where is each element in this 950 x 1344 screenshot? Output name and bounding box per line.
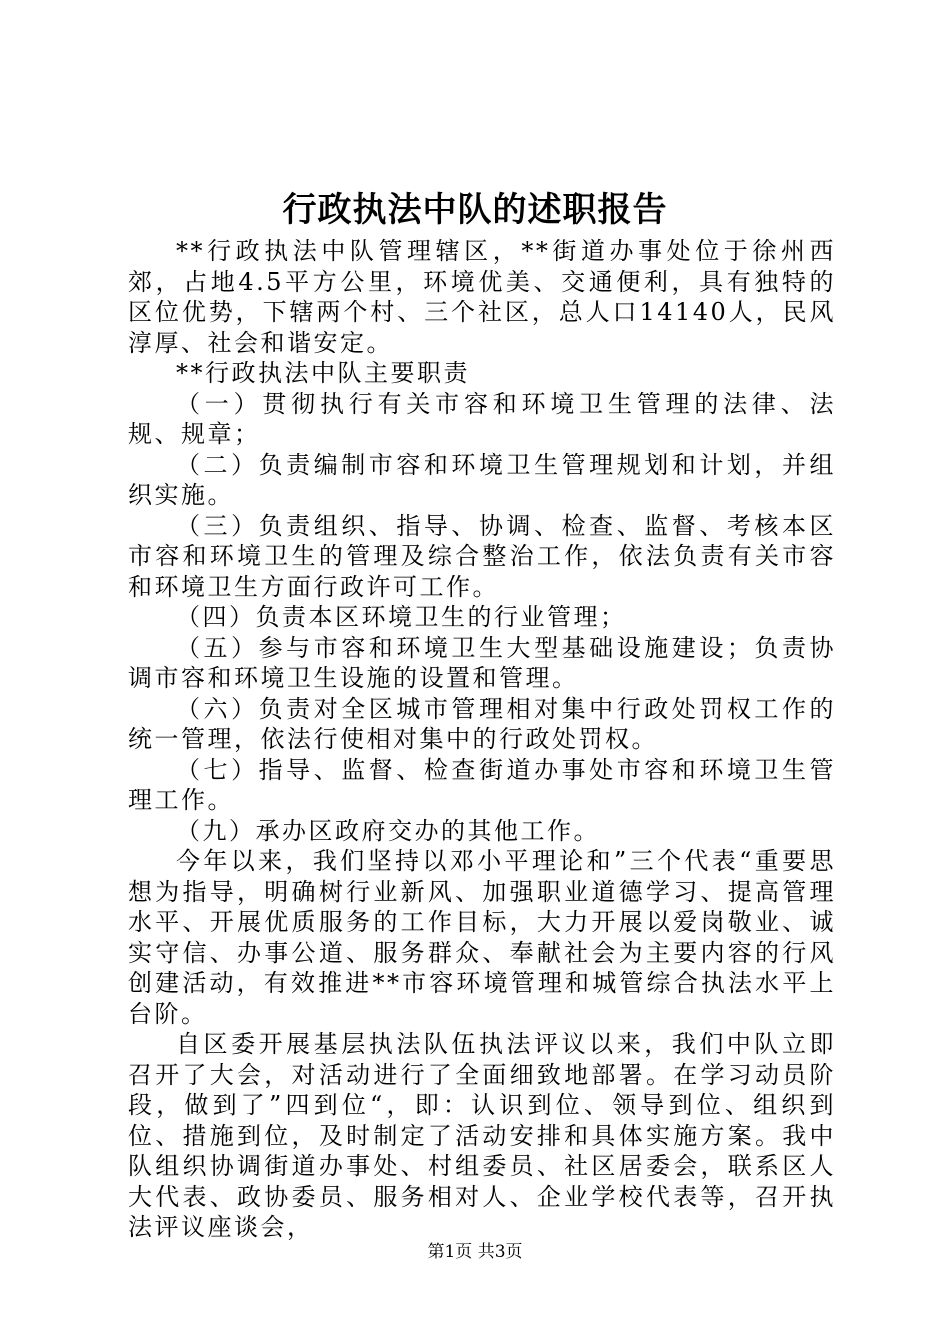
paragraph-duty-6: （六）负责对全区城市管理相对集中行政处罚权工作的统一管理，依法行使相对集中的行政处罚权。 bbox=[128, 694, 836, 753]
paragraph-duty-2: （二）负责编制市容和环境卫生管理规划和计划，并组织实施。 bbox=[128, 450, 836, 509]
document-body bbox=[128, 236, 836, 1243]
paragraph-evaluation: 自区委开展基层执法队伍执法评议以来，我们中队立即召开了大会，对活动进行了全面细致地部署。在学习动员阶段，做到了”四到位“，即：认识到位、领导到位、组织到位、措施到位，及时制定了活动安排和具体实施方案。我中队组织协调街道办事处、村组委员、社区居委会，联系区人大代表、政协委员、服务相对人、企业学校代表等，召开执法评议座谈会， bbox=[128, 1030, 836, 1241]
paragraph-duty-4: （四）负责本区环境卫生的行业管理； bbox=[176, 603, 627, 631]
document-title: 行政执法中队的述职报告 bbox=[282, 190, 668, 230]
paragraph-duty-7: （七）指导、监督、检查街道办事处市容和环境卫生管理工作。 bbox=[128, 755, 836, 814]
page-number-footer: 第1页 共3页 bbox=[427, 1242, 523, 1262]
paragraph-duty-1: （一）贯彻执行有关市容和环境卫生管理的法律、法规、规章； bbox=[128, 389, 836, 448]
paragraph-duties-heading: **行政执法中队主要职责 bbox=[176, 359, 470, 387]
paragraph-intro: **行政执法中队管理辖区，**街道办事处位于徐州西郊，占地4.5平方公里，环境优美、交通便利，具有独特的区位优势，下辖两个村、三个社区，总人口14140人，民风淳厚、社会和谐安定。 bbox=[128, 237, 836, 357]
paragraph-work-summary: 今年以来，我们坚持以邓小平理论和”三个代表“重要思想为指导，明确树行业新风、加强职业道德学习、提高管理水平、开展优质服务的工作目标，大力开展以爱岗敬业、诚实守信、办事公道、服务群众、奉献社会为主要内容的行风创建活动，有效推进**市容环境管理和城管综合执法水平上台阶。 bbox=[128, 847, 836, 1028]
paragraph-duty-5: （五）参与市容和环境卫生大型基础设施建设；负责协调市容和环境卫生设施的设置和管理。 bbox=[128, 633, 836, 692]
paragraph-duty-3: （三）负责组织、指导、协调、检查、监督、考核本区市容和环境卫生的管理及综合整治工作，依法负责有关市容和环境卫生方面行政许可工作。 bbox=[128, 511, 836, 601]
paragraph-duty-9: （九）承办区政府交办的其他工作。 bbox=[176, 816, 600, 845]
